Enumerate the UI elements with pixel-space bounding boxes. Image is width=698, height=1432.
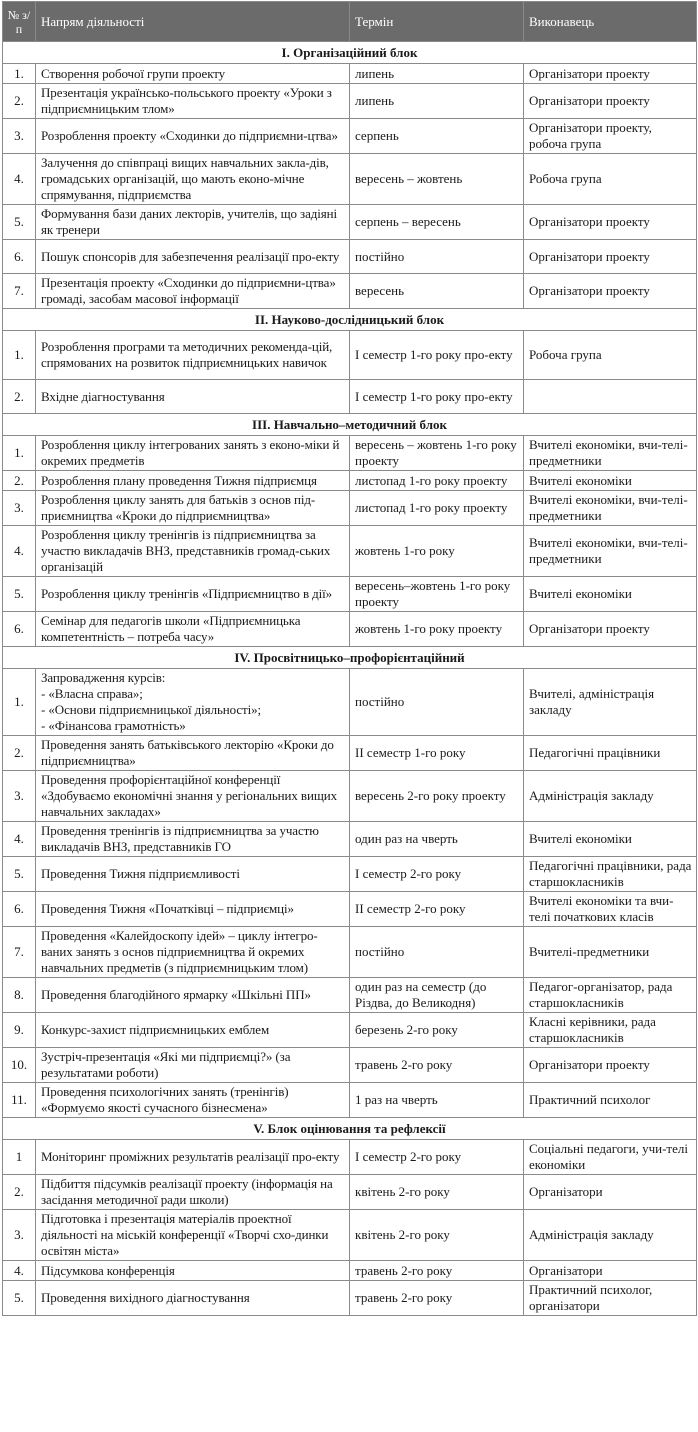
activity-direction: Запровадження курсів: - «Власна справа»; - «Основи підприємницької діяльності»; - «Фінансова грамотність» — [36, 669, 350, 736]
activity-term: І семестр 2-го року — [350, 857, 524, 892]
activity-executor — [524, 380, 697, 414]
activity-term: жовтень 1-го року — [350, 526, 524, 577]
activity-term: квітень 2-го року — [350, 1175, 524, 1210]
table-row — [3, 978, 697, 1013]
table-row — [3, 736, 697, 771]
row-number: 6. — [3, 240, 36, 274]
section-row — [3, 647, 697, 669]
activity-direction: Вхідне діагностування — [36, 380, 350, 414]
table-row — [3, 771, 697, 822]
activity-executor: Вчителі-предметники — [524, 927, 697, 978]
header-num: № з/п — [3, 2, 36, 42]
table-row — [3, 612, 697, 647]
activity-direction: Підсумкова конференція — [36, 1261, 350, 1281]
section-row — [3, 42, 697, 64]
activity-direction: Проведення Тижня підприємливості — [36, 857, 350, 892]
table-row — [3, 927, 697, 978]
activity-executor: Вчителі економіки — [524, 577, 697, 612]
activity-direction: Розроблення плану проведення Тижня підприємця — [36, 471, 350, 491]
activity-direction: Проведення профорієнтаційної конференції «Здобуваємо економічні знання у регіональних вищих навчальних закладах» — [36, 771, 350, 822]
table-row — [3, 240, 697, 274]
table-row — [3, 577, 697, 612]
row-number: 1. — [3, 64, 36, 84]
section-title: ІІ. Науково-дослідницький блок — [3, 309, 697, 331]
row-number: 8. — [3, 978, 36, 1013]
activity-term: постійно — [350, 927, 524, 978]
row-number: 7. — [3, 927, 36, 978]
activity-executor: Вчителі економіки, вчи-телі-предметники — [524, 491, 697, 526]
row-number: 3. — [3, 771, 36, 822]
activity-term: постійно — [350, 240, 524, 274]
activity-direction: Проведення вихідного діагностування — [36, 1281, 350, 1316]
table-row — [3, 436, 697, 471]
table-row — [3, 1210, 697, 1261]
table-row — [3, 857, 697, 892]
activity-executor: Вчителі економіки, вчи-телі-предметники — [524, 436, 697, 471]
row-number: 3. — [3, 491, 36, 526]
activity-executor: Вчителі економіки, вчи-телі-предметники — [524, 526, 697, 577]
activity-term: І семестр 2-го року — [350, 1140, 524, 1175]
activity-direction: Розроблення проекту «Сходинки до підприємни-цтва» — [36, 119, 350, 154]
activity-executor: Вчителі економіки — [524, 822, 697, 857]
header-executor: Виконавець — [524, 2, 697, 42]
table-row — [3, 154, 697, 205]
row-number: 5. — [3, 1281, 36, 1316]
project-plan-table — [2, 1, 697, 1316]
row-number: 4. — [3, 526, 36, 577]
activity-term: один раз на чверть — [350, 822, 524, 857]
row-number: 1. — [3, 669, 36, 736]
activity-term: серпень — [350, 119, 524, 154]
section-title: І. Організаційний блок — [3, 42, 697, 64]
section-title: IV. Просвітницько–профорієнтаційний — [3, 647, 697, 669]
activity-direction: Проведення занять батьківського лекторію «Кроки до підприємництва» — [36, 736, 350, 771]
activity-direction: Розроблення програми та методичних рекоменда-цій, спрямованих на розвиток підприємницьких навичок — [36, 331, 350, 380]
row-number: 4. — [3, 154, 36, 205]
activity-term: березень 2-го року — [350, 1013, 524, 1048]
table-row — [3, 471, 697, 491]
table-row — [3, 331, 697, 380]
table-row — [3, 1140, 697, 1175]
activity-executor: Організатори проекту — [524, 205, 697, 240]
activity-term: вересень–жовтень 1-го року проекту — [350, 577, 524, 612]
row-number: 10. — [3, 1048, 36, 1083]
activity-executor: Організатори проекту — [524, 64, 697, 84]
row-number: 1. — [3, 331, 36, 380]
activity-term: вересень – жовтень — [350, 154, 524, 205]
activity-executor: Соціальні педагоги, учи-телі економіки — [524, 1140, 697, 1175]
table-row — [3, 119, 697, 154]
activity-direction: Розроблення циклу тренінгів із підприємництва за участю викладачів ВНЗ, представників громад-ських організацій — [36, 526, 350, 577]
row-number: 5. — [3, 205, 36, 240]
row-number: 2. — [3, 380, 36, 414]
activity-term: ІІ семестр 1-го року — [350, 736, 524, 771]
activity-executor: Педагогічні працівники — [524, 736, 697, 771]
activity-direction: Конкурс-захист підприємницьких емблем — [36, 1013, 350, 1048]
row-number: 6. — [3, 892, 36, 927]
activity-direction: Проведення тренінгів із підприємництва за участю викладачів ВНЗ, представників ГО — [36, 822, 350, 857]
table-row — [3, 64, 697, 84]
row-number: 11. — [3, 1083, 36, 1118]
section-title: V. Блок оцінювання та рефлексії — [3, 1118, 697, 1140]
table-row — [3, 1013, 697, 1048]
activity-executor: Адміністрація закладу — [524, 1210, 697, 1261]
header-direction: Напрям діяльності — [36, 2, 350, 42]
activity-executor: Вчителі економіки — [524, 471, 697, 491]
table-row — [3, 1281, 697, 1316]
activity-direction: Підбиття підсумків реалізації проекту (інформація на засідання методичної ради школи) — [36, 1175, 350, 1210]
section-row — [3, 309, 697, 331]
row-number: 5. — [3, 857, 36, 892]
table-row — [3, 822, 697, 857]
activity-executor: Організатори — [524, 1175, 697, 1210]
activity-direction: Підготовка і презентація матеріалів проектної діяльності на міській конференції «Творчі схо-динки освітян міста» — [36, 1210, 350, 1261]
row-number: 2. — [3, 1175, 36, 1210]
activity-direction: Проведення благодійного ярмарку «Шкільні ПП» — [36, 978, 350, 1013]
activity-direction: Зустріч-презентація «Які ми підприємці?» (за результатами роботи) — [36, 1048, 350, 1083]
activity-term: вересень – жовтень 1-го року проекту — [350, 436, 524, 471]
activity-direction: Пошук спонсорів для забезпечення реалізації про-екту — [36, 240, 350, 274]
table-row — [3, 274, 697, 309]
activity-direction: Розроблення циклу тренінгів «Підприємництво в дії» — [36, 577, 350, 612]
table-row — [3, 380, 697, 414]
activity-executor: Адміністрація закладу — [524, 771, 697, 822]
activity-direction: Проведення «Калейдоскопу ідей» – циклу інтегро-ваних занять з основ підприємництва й окремих навчальних предметів (з підприємницьким тлом) — [36, 927, 350, 978]
row-number: 3. — [3, 119, 36, 154]
activity-term: травень 2-го року — [350, 1261, 524, 1281]
activity-executor: Організатори — [524, 1261, 697, 1281]
row-number: 5. — [3, 577, 36, 612]
table-header — [3, 2, 697, 42]
activity-term: листопад 1-го року проекту — [350, 471, 524, 491]
row-number: 2. — [3, 471, 36, 491]
activity-term: липень — [350, 84, 524, 119]
activity-executor: Організатори проекту — [524, 240, 697, 274]
activity-executor: Робоча група — [524, 154, 697, 205]
activity-direction: Проведення Тижня «Початківці – підприємці» — [36, 892, 350, 927]
table-row — [3, 669, 697, 736]
row-number: 1 — [3, 1140, 36, 1175]
activity-term: вересень — [350, 274, 524, 309]
row-number: 3. — [3, 1210, 36, 1261]
table-row — [3, 205, 697, 240]
activity-executor: Організатори проекту — [524, 84, 697, 119]
activity-direction: Проведення психологічних занять (тренінгів) «Формуємо якості сучасного бізнесмена» — [36, 1083, 350, 1118]
row-number: 7. — [3, 274, 36, 309]
table-row — [3, 491, 697, 526]
activity-executor: Вчителі економіки та вчи-телі початкових класів — [524, 892, 697, 927]
activity-executor: Педагогічні працівники, рада старшокласників — [524, 857, 697, 892]
activity-executor: Організатори проекту — [524, 1048, 697, 1083]
activity-term: І семестр 1-го року про-екту — [350, 380, 524, 414]
activity-term: жовтень 1-го року проекту — [350, 612, 524, 647]
activity-term: І семестр 1-го року про-екту — [350, 331, 524, 380]
activity-direction: Формування бази даних лекторів, учителів, що задіяні як тренери — [36, 205, 350, 240]
activity-term: серпень – вересень — [350, 205, 524, 240]
activity-direction: Розроблення циклу інтегрованих занять з еконо-міки й окремих предметів — [36, 436, 350, 471]
table-row — [3, 892, 697, 927]
table-body — [3, 42, 697, 1316]
section-title: ІІІ. Навчально–методичний блок — [3, 414, 697, 436]
activity-direction: Розроблення циклу занять для батьків з основ під-приємництва «Кроки до підприємництва» — [36, 491, 350, 526]
table-row — [3, 526, 697, 577]
row-number: 2. — [3, 84, 36, 119]
table-row — [3, 1261, 697, 1281]
activity-term: 1 раз на чверть — [350, 1083, 524, 1118]
activity-executor: Класні керівники, рада старшокласників — [524, 1013, 697, 1048]
activity-direction: Семінар для педагогів школи «Підприємницька компетентність – потреба часу» — [36, 612, 350, 647]
row-number: 2. — [3, 736, 36, 771]
row-number: 9. — [3, 1013, 36, 1048]
table-row — [3, 1175, 697, 1210]
table-row — [3, 1083, 697, 1118]
activity-direction: Залучення до співпраці вищих навчальних закла-дів, громадських організацій, що мають еконо-мічне спрямування, підприємства — [36, 154, 350, 205]
row-number: 1. — [3, 436, 36, 471]
activity-direction: Презентація проекту «Сходинки до підприємни-цтва» громаді, засобам масової інформації — [36, 274, 350, 309]
activity-executor: Організатори проекту — [524, 612, 697, 647]
section-row — [3, 1118, 697, 1140]
table-row — [3, 1048, 697, 1083]
activity-executor: Практичний психолог, організатори — [524, 1281, 697, 1316]
activity-term: вересень 2-го року проекту — [350, 771, 524, 822]
activity-term: один раз на семестр (до Різдва, до Великодня) — [350, 978, 524, 1013]
activity-term: квітень 2-го року — [350, 1210, 524, 1261]
activity-term: травень 2-го року — [350, 1048, 524, 1083]
activity-executor: Вчителі, адміністрація закладу — [524, 669, 697, 736]
table-row — [3, 84, 697, 119]
activity-executor: Робоча група — [524, 331, 697, 380]
activity-term: ІІ семестр 2-го року — [350, 892, 524, 927]
activity-executor: Організатори проекту — [524, 274, 697, 309]
activity-executor: Практичний психолог — [524, 1083, 697, 1118]
activity-term: травень 2-го року — [350, 1281, 524, 1316]
activity-direction: Створення робочої групи проекту — [36, 64, 350, 84]
activity-term: постійно — [350, 669, 524, 736]
activity-term: листопад 1-го року проекту — [350, 491, 524, 526]
activity-direction: Моніторинг проміжних результатів реалізації про-екту — [36, 1140, 350, 1175]
header-term: Термін — [350, 2, 524, 42]
activity-executor: Організатори проекту, робоча група — [524, 119, 697, 154]
row-number: 4. — [3, 1261, 36, 1281]
row-number: 4. — [3, 822, 36, 857]
activity-term: липень — [350, 64, 524, 84]
activity-direction: Презентація українсько-польського проекту «Уроки з підприємницьким тлом» — [36, 84, 350, 119]
section-row — [3, 414, 697, 436]
activity-executor: Педагог-організатор, рада старшокласників — [524, 978, 697, 1013]
row-number: 6. — [3, 612, 36, 647]
